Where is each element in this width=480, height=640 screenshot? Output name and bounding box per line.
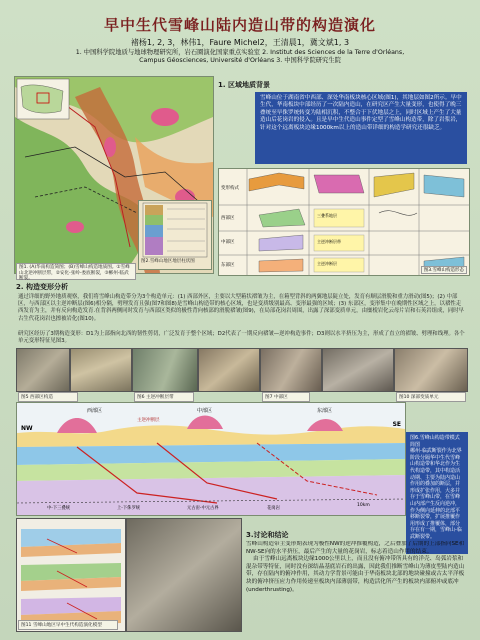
label-west-unit: 西部区 [87, 408, 103, 414]
section-2-paragraph-1: 通过详细的野外地质观察，我们将雪峰山构造带分为3个构造单元：(1) 西部外区，主要以大型箱状褶皱为主，在箱型背斜的两翼地层陡立处，发育有顺层滑脱和重力滑动(图5)；(2) 中部区，与西部区以主逆冲断层(图6)相分隔，劈理发育且强(图7和图8)是雪峰山构造带的核心区域，也是变质级别最高、变形最强的区域；(3) 东部区，变形集中在晚期性区域之上，以褶性走西发育为主，并有反向构造发育.在背斜两侧同时发育与西部区类似的极性背向核部的滑脱褶皱(图9)，在局部花岗岩周围，出露了深部变质单元，由糜棱岩化云母片岩和石英岩组成，同时早古生代花岗岩也擦被岩化(图10)。 [18, 294, 464, 322]
photo-west-fold [16, 348, 70, 392]
affiliation-line-2: Campus Géosciences, Université d'Orléans 3. 中国科学院研究生院 [139, 57, 341, 64]
figure-4-cross-section [16, 402, 406, 516]
legend-jurassic: 上-下侏罗统 [117, 506, 141, 511]
note-triassic: 三叠系地层 [317, 213, 337, 218]
figure-6-model-text: 图6.雪峰山构造带模式简图 郴州-临武断裂作为北界阶段分隔华中生代雪峰山构造带和华北作为生代构造带，其中构造活动期、主要为陆内造山作用的叠加的断层，并形成扩张作用，大多并存于雪峰山带，在雪峰山内部产生反向逆冲，作为侧向延伸的北部平移断裂带，扩展推覆作用形成了推覆体，部分存在有一期，雪峰山-临武断裂带。 [406, 432, 468, 554]
row-label-west: 西部区 [221, 216, 235, 221]
legend-proterozoic: 元古宙-中元古界 [187, 506, 219, 511]
row-label-style: 变形构式 [221, 186, 239, 191]
figure-1-caption: 图1. (A)华南构造简图；(B)雪峰山构造地质图。①雪峰山北逆冲断层带，②安化-张岭-娄底断裂，③郴州-临武断裂。 [16, 263, 136, 280]
evolution-model-graphic [17, 519, 125, 631]
section-1-text: 雪峰山位于湖南省中西部、深处华南板块核心区域(图1)，其地层如图2所示。早中生代，华南板块中部经历了一次陆内造山，在研究区产生大量变形，也使得了晚三叠统至早侏罗统转变为陆相沉积，不整合于下伏地层之上，同时区域上产生了大量造山后花岗岩的侵入。且是早中生代造山事件定型了雪峰山构造带，除了岩浆岩，针对这个远离板块边缘1000km以上的造山带详细的构造学研究还很缺乏。 [255, 92, 467, 164]
affiliation-line-1: 1. 中国科学院地质与地球物理研究所，岩石圈演化国家重点实验室 2. Institut des Sciences de la Terre d'Orléans, [75, 49, 405, 56]
cross-section-graphic [17, 403, 405, 515]
photo-west-slide [70, 348, 132, 392]
figure-10-caption: 图10 深部变质单元 [396, 392, 466, 402]
author-list: 褚杨1, 2, 3，林伟1，Faure Michel2，王清晨1，冀文斌1, 3 [130, 38, 350, 47]
figure-3-panel [218, 168, 470, 276]
photo-metamorphic-unit [394, 348, 468, 392]
figure-7-caption: 图7 中部区 [262, 392, 310, 402]
row-label-east: 东部区 [221, 263, 235, 268]
photo-thrust-zone [132, 348, 198, 392]
figure-5-caption: 图5 西部区构造 [18, 392, 78, 402]
row-label-central: 中部区 [221, 240, 235, 245]
photo-cleavage [198, 348, 260, 392]
section-1-heading: 1. 区域地质背景 [218, 81, 270, 89]
figure-11-evolution-model [16, 518, 126, 632]
label-nw: NW [21, 425, 33, 432]
figure-3-caption: 图3.雪峰山构造形态 [421, 266, 467, 274]
figure-11-caption: 图11 雪峰山地区早中生代构造演化模型 [18, 620, 118, 630]
figure-6-caption: 图6 主逆冲断层带 [134, 392, 194, 402]
photo-outcrop-conclusion [126, 518, 242, 632]
section-3-text: 雪峰山构造带主变形期表现为极性NW的逆冲推覆构造，之后叠加了后期的上部指向SE和NW-SE向的水平挤压，最后产生的大量的花岗岩，标志着造山作用的结束。 由于雪峰山远离板块边缘1000公里以上，而且没有俯冲带所具有的洋壳、岛弧岩浆和混杂带等特征，同时没有深结晶基底岩石的出露，因此我们推断雪峰山为薄皮型陆内造山带，存在陆内的俯冲作用，其动力学背景可能由于华南板块北部的地块碰撞或古太平洋板块的俯冲挤压应力作用传递至板块内部薄弱带，构造活化所产生的板块内部俯冲或底冲(underthrusting)。 [246, 541, 465, 593]
label-east-unit: 东部区 [317, 408, 333, 414]
label-se: SE [392, 421, 401, 428]
figure-2-caption: 图2.雪峰山地区地层柱状图 [141, 259, 195, 264]
figure-2-column [138, 200, 212, 270]
photo-central-structure [260, 348, 322, 392]
photo-east-fold [322, 348, 394, 392]
label-central-unit: 中部区 [197, 408, 213, 414]
note-thrust-zone: 主逆冲断层带 [317, 239, 341, 244]
label-main-thrust: 主逆冲断层 [137, 418, 160, 423]
section-2-paragraph-2: 研究区经历了3期构造变形：D1为上部指向北西的韧性剪切，广泛发育于整个区域；D2代表了一期反向褶皱—逆冲构造事件；D3则以水平挤压为主，形成了直立的褶皱、劈理和线理。各个单元变形特征见图3。 [18, 331, 465, 345]
figure-3-graphic [219, 169, 469, 275]
strat-column-graphic [139, 201, 211, 259]
section-2-heading: 2. 构造变形分析 [16, 283, 68, 291]
legend-triassic: 中-下三叠统 [47, 506, 71, 511]
section-3-heading: 3.讨论和结论 [246, 531, 289, 539]
legend-granite: 花岗岩 [267, 506, 280, 511]
scale-bar-label: 10km [357, 503, 370, 508]
poster-title: 早中生代雪峰山陆内造山带的构造演化 [103, 16, 376, 34]
note-main-thrust: 主逆冲断层 [317, 261, 337, 266]
